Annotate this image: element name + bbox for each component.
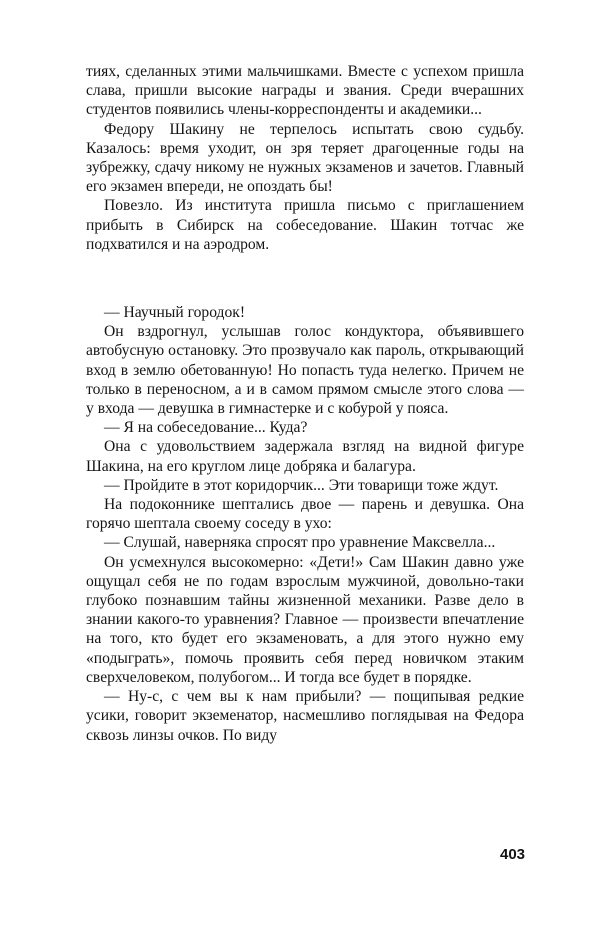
paragraph: Он вздрогнул, услышав голос кондуктора, объявившего автобусную остановку. Это прозвучало как пароль, открывающий вход в землю обетованную! Но попасть туда нелегко. Причем не только в переносном, а и в самом прямом смысле этого слова — у входа — девушка в гимнастерке и с кобурой у пояса.	[86, 323, 524, 418]
body-text	[86, 62, 524, 745]
page-number: 403	[500, 846, 526, 863]
paragraph: На подоконнике шептались двое — парень и девушка. Она горячо шептала своему соседу в ухо:	[86, 496, 524, 533]
paragraph: — Я на собеседование... Куда?	[104, 419, 308, 437]
section-break	[86, 254, 524, 303]
paragraph: — Ну-с, с чем вы к нам прибыли? — пощипывая редкие усики, говорит экземенатор, насмешливо поглядывая на Федора сквозь линзы очков. По виду	[86, 688, 524, 744]
paragraph: — Слушай, наверняка спросят про уравнение Максвелла...	[104, 534, 496, 552]
paragraph: Он усмехнулся высокомерно: «Дети!» Сам Шакин давно уже ощущал себя не по годам взрослым мужчиной, довольно-таки глубоко познавшим тайны жизненной механики. Разве дело в знании какого-то уравнения? Главное — произвести впечатление на того, кто будет его экзаменовать, а для этого нужно ему «подыграть», помочь проявить себя перед новичком этаким сверхчеловеком, полубогом... И тогда все будет в порядке.	[86, 553, 524, 686]
paragraph: тиях, сделанных этими мальчишками. Вместе с успехом пришла слава, пришли высокие награды и звания. Среди вчерашних студентов появились члены-корреспонденты и академики...	[86, 63, 524, 119]
paragraph: — Пройдите в этот коридорчик... Эти товарищи тоже ждут.	[104, 476, 499, 494]
paragraph: Она с удовольствием задержала взгляд на видной фигуре Шакина, на его круглом лице добряка и балагура.	[86, 438, 524, 475]
paragraph: Федору Шакину не терпелось испытать свою судьбу. Казалось: время уходит, он зря теряет драгоценные годы на зубрежку, сдачу никому не нужных экзаменов и зачетов. Главный его экзамен впереди, не опоздать бы!	[86, 120, 524, 196]
paragraph: — Научный городок!	[104, 304, 246, 322]
paragraph: Повезло. Из института пришла письмо с приглашением прибыть в Сибирск на собеседование. Шакин тотчас же подхватился и на аэродром.	[86, 197, 524, 253]
